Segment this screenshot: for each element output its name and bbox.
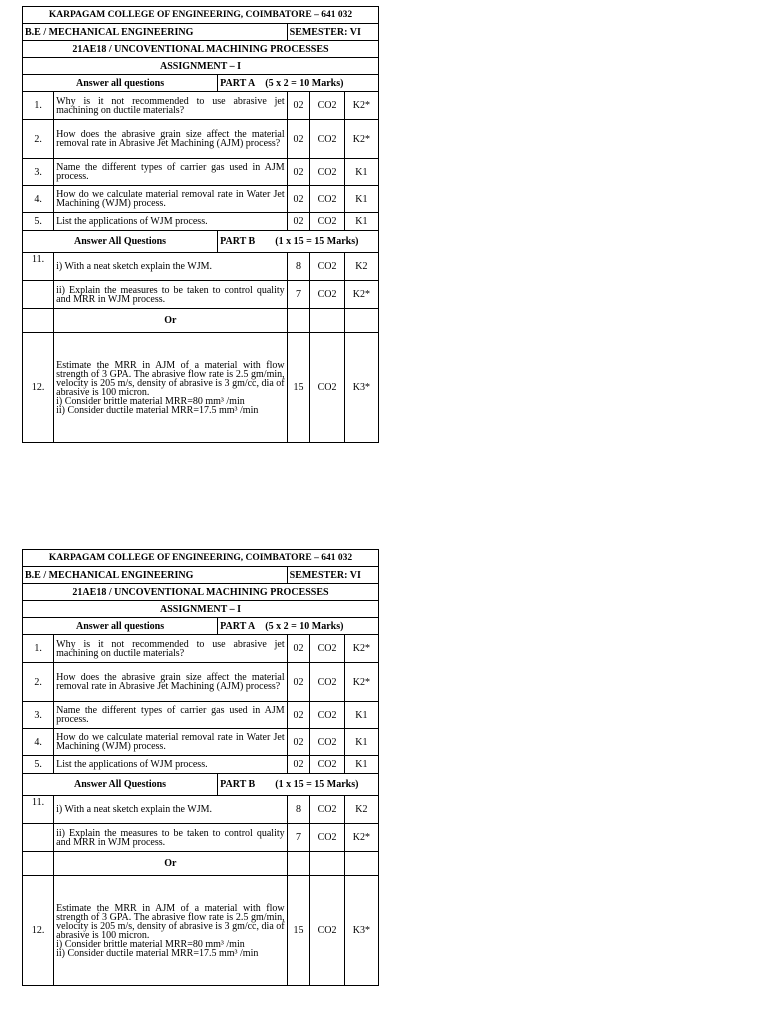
question-row	[23, 876, 379, 986]
question-text: ii) Explain the measures to be taken to control quality and MRR in WJM process.	[54, 824, 288, 852]
question-marks: 15	[287, 876, 310, 986]
assignment-title: ASSIGNMENT – I	[23, 601, 379, 618]
or-label: Or	[54, 852, 288, 876]
assignment-title: ASSIGNMENT – I	[23, 58, 379, 75]
question-co: CO2	[310, 281, 344, 309]
question-text-part-ii: ii) Consider ductile material MRR=17.5 mm³ /min	[56, 947, 259, 959]
question-k: K2*	[344, 824, 378, 852]
question-marks: 02	[287, 756, 310, 774]
question-k: K2*	[344, 92, 378, 120]
question-text-part-i: i) Consider brittle material MRR=80 mm³ /min	[56, 395, 245, 407]
or-row	[23, 309, 379, 333]
question-k: K2*	[344, 663, 378, 702]
part-a-instruction: Answer all questions	[23, 618, 218, 635]
question-number: 1.	[23, 635, 54, 663]
part-b-marks: (1 x 15 = 15 Marks)	[275, 236, 359, 247]
part-b-marks: (1 x 15 = 15 Marks)	[275, 779, 359, 790]
part-a-name: PART A	[220, 77, 256, 89]
question-row	[23, 702, 379, 729]
question-number: 4.	[23, 729, 54, 756]
or-row	[23, 852, 379, 876]
question-row	[23, 824, 379, 852]
question-text: Name the different types of carrier gas used in AJM process.	[54, 159, 288, 186]
question-text-main: Estimate the MRR in AJM of a material with flow strength of 3 GPA. The abrasive flow rate is 2.5 gm/min, velocity is 205 m/s, density of abrasive is 3 gm/cc, dia of abrasive is 100 micron.	[56, 902, 285, 941]
part-a-instruction: Answer all questions	[23, 75, 218, 92]
question-marks: 7	[287, 281, 310, 309]
question-k: K1	[344, 186, 378, 213]
question-marks: 8	[287, 796, 310, 824]
question-text-part-ii: ii) Consider ductile material MRR=17.5 mm³ /min	[56, 404, 259, 416]
question-marks: 02	[287, 159, 310, 186]
question-row	[23, 159, 379, 186]
question-co: CO2	[310, 333, 344, 443]
question-text: Why is it not recommended to use abrasive jet machining on ductile materials?	[54, 92, 288, 120]
question-number: 11.	[23, 796, 54, 824]
question-text: i) With a neat sketch explain the WJM.	[54, 796, 288, 824]
department: B.E / MECHANICAL ENGINEERING	[23, 24, 288, 41]
question-co: CO2	[310, 756, 344, 774]
question-marks: 8	[287, 253, 310, 281]
question-k: K2*	[344, 120, 378, 159]
question-row	[23, 120, 379, 159]
part-a-marks: (5 x 2 = 10 Marks)	[265, 620, 344, 632]
question-k: K3*	[344, 876, 378, 986]
part-a-header	[23, 75, 379, 92]
question-k: K1	[344, 159, 378, 186]
question-co: CO2	[310, 159, 344, 186]
question-text: How does the abrasive grain size affect the material removal rate in Abrasive Jet Machining (AJM) process?	[54, 663, 288, 702]
question-co: CO2	[310, 120, 344, 159]
question-marks: 02	[287, 729, 310, 756]
question-row	[23, 796, 379, 824]
question-co: CO2	[310, 253, 344, 281]
question-k: K1	[344, 756, 378, 774]
college-name: KARPAGAM COLLEGE OF ENGINEERING, COIMBATORE – 641 032	[23, 550, 379, 567]
question-co: CO2	[310, 796, 344, 824]
question-k: K1	[344, 213, 378, 231]
question-text: List the applications of WJM process.	[54, 213, 288, 231]
question-number: 1.	[23, 92, 54, 120]
question-marks: 02	[287, 702, 310, 729]
question-k: K2	[344, 796, 378, 824]
part-a-label	[218, 618, 379, 635]
part-b-label	[218, 774, 379, 796]
part-b-label	[218, 231, 379, 253]
question-k: K2	[344, 253, 378, 281]
question-text: ii) Explain the measures to be taken to control quality and MRR in WJM process.	[54, 281, 288, 309]
question-co: CO2	[310, 876, 344, 986]
part-b-name: PART B	[220, 779, 256, 790]
question-marks: 02	[287, 213, 310, 231]
assignment-sheet-2	[22, 549, 379, 986]
college-name: KARPAGAM COLLEGE OF ENGINEERING, COIMBATORE – 641 032	[23, 7, 379, 24]
question-marks: 7	[287, 824, 310, 852]
question-text	[54, 333, 288, 443]
question-marks: 02	[287, 635, 310, 663]
or-label: Or	[54, 309, 288, 333]
question-marks: 02	[287, 92, 310, 120]
question-k: K2*	[344, 281, 378, 309]
question-row	[23, 756, 379, 774]
question-number: 5.	[23, 213, 54, 231]
part-b-name: PART B	[220, 236, 256, 247]
assignment-table	[22, 6, 379, 443]
question-text-main: Estimate the MRR in AJM of a material with flow strength of 3 GPA. The abrasive flow rate is 2.5 gm/min, velocity is 205 m/s, density of abrasive is 3 gm/cc, dia of abrasive is 100 micron.	[56, 359, 285, 398]
question-row	[23, 213, 379, 231]
question-row	[23, 92, 379, 120]
semester: SEMESTER: VI	[287, 24, 378, 41]
question-marks: 15	[287, 333, 310, 443]
question-text: How do we calculate material removal rate in Water Jet Machining (WJM) process.	[54, 729, 288, 756]
question-text: Why is it not recommended to use abrasive jet machining on ductile materials?	[54, 635, 288, 663]
course-title: 21AE18 / UNCOVENTIONAL MACHINING PROCESSES	[23, 584, 379, 601]
question-k: K1	[344, 702, 378, 729]
question-text: List the applications of WJM process.	[54, 756, 288, 774]
assignment-sheet-1	[22, 6, 379, 443]
question-row	[23, 253, 379, 281]
question-text	[54, 876, 288, 986]
question-k: K1	[344, 729, 378, 756]
question-k: K3*	[344, 333, 378, 443]
part-b-header	[23, 231, 379, 253]
question-row	[23, 186, 379, 213]
question-marks: 02	[287, 186, 310, 213]
question-row	[23, 635, 379, 663]
part-b-instruction: Answer All Questions	[23, 231, 218, 253]
question-row	[23, 281, 379, 309]
assignment-table	[22, 549, 379, 986]
question-co: CO2	[310, 186, 344, 213]
question-number: 5.	[23, 756, 54, 774]
question-co: CO2	[310, 729, 344, 756]
part-a-name: PART A	[220, 620, 256, 632]
part-b-header	[23, 774, 379, 796]
question-row	[23, 333, 379, 443]
part-b-instruction: Answer All Questions	[23, 774, 218, 796]
part-a-label	[218, 75, 379, 92]
question-marks: 02	[287, 120, 310, 159]
question-number: 12.	[23, 876, 54, 986]
question-number: 2.	[23, 120, 54, 159]
question-co: CO2	[310, 213, 344, 231]
question-co: CO2	[310, 702, 344, 729]
question-number: 2.	[23, 663, 54, 702]
question-co: CO2	[310, 663, 344, 702]
question-co: CO2	[310, 92, 344, 120]
question-co: CO2	[310, 635, 344, 663]
question-row	[23, 729, 379, 756]
part-a-header	[23, 618, 379, 635]
question-text: How does the abrasive grain size affect the material removal rate in Abrasive Jet Machining (AJM) process?	[54, 120, 288, 159]
question-text: How do we calculate material removal rate in Water Jet Machining (WJM) process.	[54, 186, 288, 213]
department: B.E / MECHANICAL ENGINEERING	[23, 567, 288, 584]
question-k: K2*	[344, 635, 378, 663]
question-row	[23, 663, 379, 702]
question-marks: 02	[287, 663, 310, 702]
question-number: 12.	[23, 333, 54, 443]
part-a-marks: (5 x 2 = 10 Marks)	[265, 77, 344, 89]
question-number: 11.	[23, 253, 54, 281]
question-text-part-i: i) Consider brittle material MRR=80 mm³ /min	[56, 938, 245, 950]
question-text: Name the different types of carrier gas used in AJM process.	[54, 702, 288, 729]
question-text: i) With a neat sketch explain the WJM.	[54, 253, 288, 281]
question-co: CO2	[310, 824, 344, 852]
course-title: 21AE18 / UNCOVENTIONAL MACHINING PROCESSES	[23, 41, 379, 58]
question-number: 3.	[23, 159, 54, 186]
question-number: 4.	[23, 186, 54, 213]
semester: SEMESTER: VI	[287, 567, 378, 584]
question-number: 3.	[23, 702, 54, 729]
